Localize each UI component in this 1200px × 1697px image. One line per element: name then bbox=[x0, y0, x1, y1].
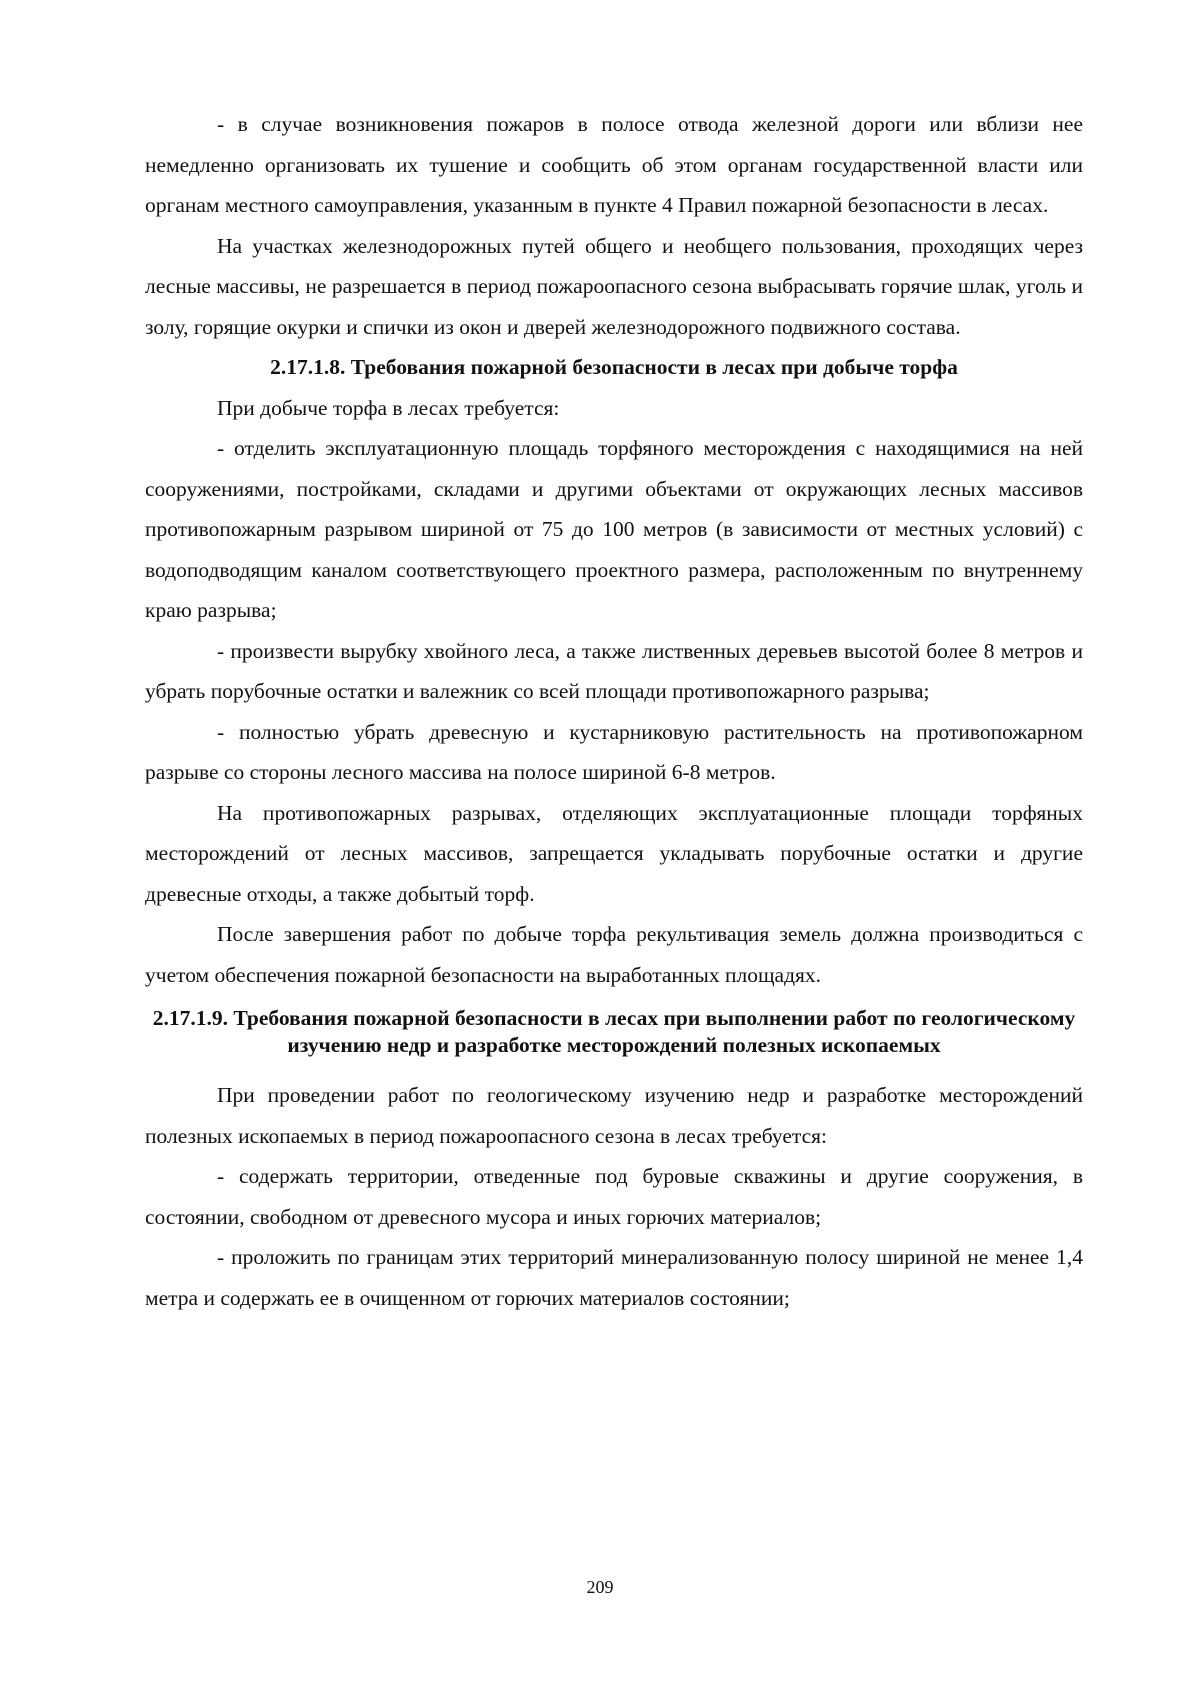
paragraph: - произвести вырубку хвойного леса, а также лиственных деревьев высотой более 8 метров и убрать порубочные остатки и валежник со всей площади противопожарного разрыва; bbox=[145, 638, 1083, 703]
paragraph: - проложить по границам этих территорий минерализованную полосу шириной не менее 1,4 метра и содержать ее в очищенном от горючих материалов состоянии; bbox=[145, 1245, 1083, 1310]
paragraph: - полностью убрать древесную и кустарниковую растительность на противопожарном разрыве со стороны лесного массива на полосе шириной 6-8 метров. bbox=[145, 719, 1083, 784]
paragraph: - содержать территории, отведенные под буровые скважины и другие сооружения, в состоянии, свободном от древесного мусора и иных горючих материалов; bbox=[145, 1164, 1083, 1229]
section-heading: 2.17.1.9. Требования пожарной безопасности в лесах при выполнении работ по геологическому изучению недр и разработке месторождений полезных ископаемых bbox=[152, 1006, 1076, 1057]
page-number: 209 bbox=[586, 1577, 614, 1597]
document-page bbox=[145, 104, 1083, 1318]
paragraph: - в случае возникновения пожаров в полосе отвода железной дороги или вблизи нее немедленно организовать их тушение и сообщить об этом органам государственной власти или органам местного самоуправления, указанным в пункте 4 Правил пожарной безопасности в лесах. bbox=[145, 112, 1083, 217]
paragraph: - отделить эксплуатационную площадь торфяного месторождения с находящимися на ней сооружениями, постройками, складами и другими объектами от окружающих лесных массивов противопожарным разрывом шириной от 75 до 100 метров (в зависимости от местных условий) с водоподводящим каналом соответствующего проектного размера, расположенным по внутреннему краю разрыва; bbox=[145, 436, 1083, 622]
paragraph: После завершения работ по добыче торфа рекультивация земель должна производиться с учетом обеспечения пожарной безопасности на выработанных площадях. bbox=[145, 922, 1083, 987]
section-heading: 2.17.1.8. Требования пожарной безопасности в лесах при добыче торфа bbox=[270, 355, 958, 379]
paragraph: При добыче торфа в лесах требуется: bbox=[217, 395, 560, 420]
paragraph: На противопожарных разрывах, отделяющих эксплуатационные площади торфяных месторождений от лесных массивов, запрещается укладывать порубочные остатки и другие древесные отходы, а также добытый торф. bbox=[145, 800, 1083, 906]
paragraph: На участках железнодорожных путей общего и необщего пользования, проходящих через лесные массивы, не разрешается в период пожароопасного сезона выбрасывать горячие шлак, уголь и золу, горящие окурки и спички из окон и дверей железнодорожного подвижного состава. bbox=[145, 233, 1083, 339]
paragraph: При проведении работ по геологическому изучению недр и разработке месторождений полезных ископаемых в период пожароопасного сезона в лесах требуется: bbox=[145, 1083, 1083, 1148]
